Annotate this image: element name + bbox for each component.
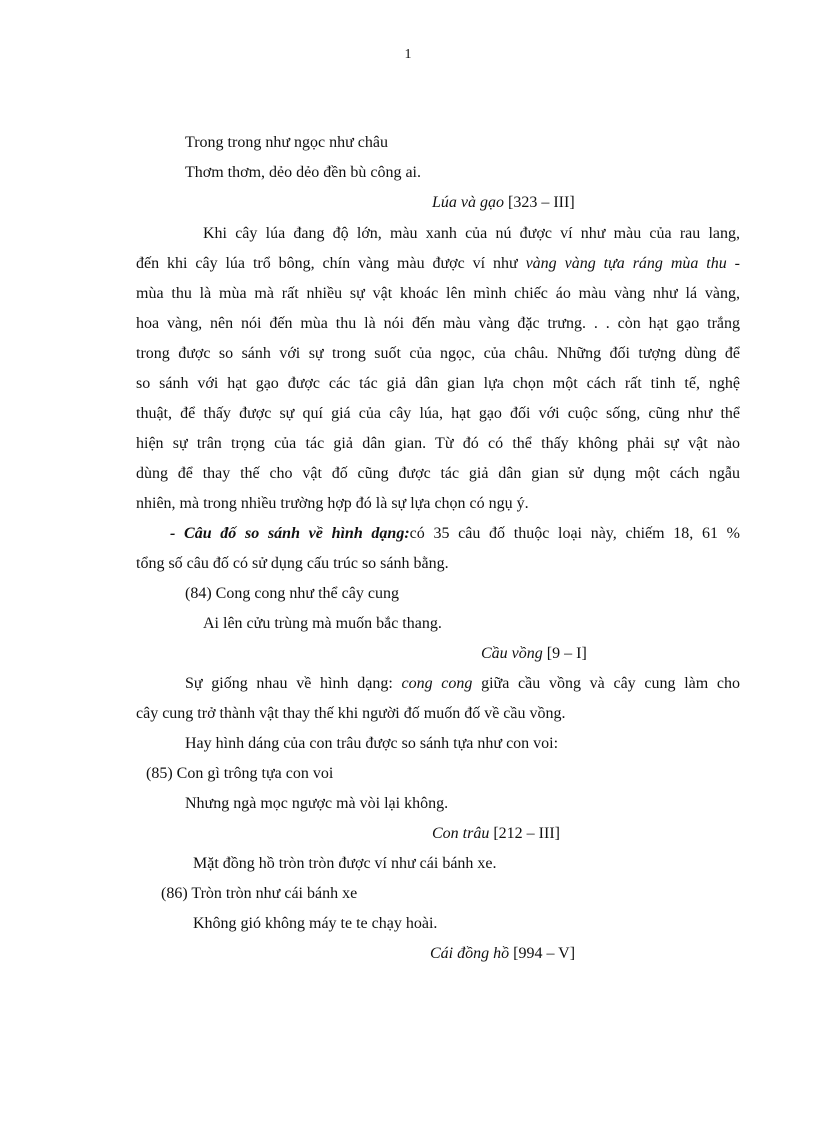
- verse-line: Ai lên cửu trùng mà muốn bắc thang.: [203, 615, 442, 632]
- paragraph-line: dùng để thay thế cho vật đố cũng được tác giả dân gian sử dụng một cách ngẫu: [136, 465, 740, 482]
- paragraph-line: hiện sự trân trọng của tác giả dân gian. Từ đó có thể thấy không phải sự vật nào: [136, 435, 740, 452]
- text-run: Sự giống nhau về hình dạng:: [185, 675, 402, 692]
- paragraph-line: trong được so sánh với sự trong suốt của ngọc, của châu. Những đối tượng dùng để: [136, 345, 740, 362]
- text-run: -: [726, 255, 740, 272]
- answer-title: Lúa và gạo: [432, 194, 504, 211]
- verse-line: Không gió không máy te te chạy hoài.: [193, 915, 438, 932]
- answer-title: Cầu vồng: [481, 645, 543, 662]
- text-run: có 35 câu đố thuộc loại này, chiếm 18, 61 %: [409, 525, 740, 542]
- paragraph-line: cây cung trở thành vật thay thế khi người đố muốn đố về cầu vồng.: [136, 705, 566, 722]
- answer-ref: [212 – III]: [489, 825, 560, 842]
- riddle-answer: [432, 193, 575, 213]
- text-run-italic: vàng vàng tựa ráng mùa thu: [525, 255, 727, 272]
- paragraph-line: thuật, để thấy được sự quí giá của cây lúa, hạt gạo đối với cuộc sống, cũng như thể: [136, 405, 740, 422]
- paragraph-line: Mặt đồng hồ tròn tròn được ví như cái bánh xe.: [193, 855, 497, 872]
- verse-line: Trong trong như ngọc như châu: [185, 134, 388, 151]
- answer-ref: [994 – V]: [509, 945, 576, 962]
- section-heading: - Câu đố so sánh về hình dạng:: [170, 525, 410, 542]
- text-run: đến khi cây lúa trổ bông, chín vàng màu được ví như: [136, 255, 526, 272]
- riddle-answer: [432, 824, 560, 844]
- paragraph-line: so sánh với hạt gạo được các tác giả dân gian lựa chọn một cách rất tinh tế, nghệ: [136, 375, 740, 392]
- paragraph-line: Khi cây lúa đang độ lớn, màu xanh của nú được ví như màu của rau lang,: [203, 225, 740, 242]
- paragraph-line: Hay hình dáng của con trâu được so sánh tựa như con voi:: [185, 735, 559, 752]
- answer-ref: [9 – I]: [542, 645, 587, 662]
- paragraph-line: [136, 254, 740, 274]
- verse-line: (85) Con gì trông tựa con voi: [146, 765, 334, 782]
- riddle-answer: [481, 644, 587, 664]
- riddle-answer: [430, 944, 575, 964]
- paragraph-line: [170, 524, 740, 544]
- verse-line: (86) Tròn tròn như cái bánh xe: [161, 885, 358, 902]
- answer-title: Cái đồng hồ: [430, 945, 510, 962]
- paragraph-line: [185, 674, 740, 694]
- answer-title: Con trâu: [432, 825, 490, 842]
- paragraph-line: tổng số câu đố có sử dụng cấu trúc so sánh bằng.: [136, 555, 449, 572]
- text-run-italic: cong cong: [401, 675, 473, 692]
- verse-line: Thơm thơm, dẻo dẻo đền bù công ai.: [185, 164, 421, 181]
- paragraph-line: nhiên, mà trong nhiều trường hợp đó là sự lựa chọn có ngụ ý.: [136, 495, 529, 512]
- text-run: giữa cầu vồng và cây cung làm cho: [472, 675, 741, 692]
- paragraph-line: hoa vàng, nên nói đến mùa thu là nói đến màu vàng đặc trưng. . . còn hạt gạo trắng: [136, 315, 740, 332]
- page-number: 1: [404, 47, 412, 62]
- paragraph-line: mùa thu là mùa mà rất nhiều sự vật khoác lên mình chiếc áo màu vàng như lá vàng,: [136, 285, 740, 302]
- verse-line: (84) Cong cong như thể cây cung: [185, 585, 399, 602]
- verse-line: Nhưng ngà mọc ngược mà vòi lại không.: [185, 795, 449, 812]
- answer-ref: [323 – III]: [504, 194, 575, 211]
